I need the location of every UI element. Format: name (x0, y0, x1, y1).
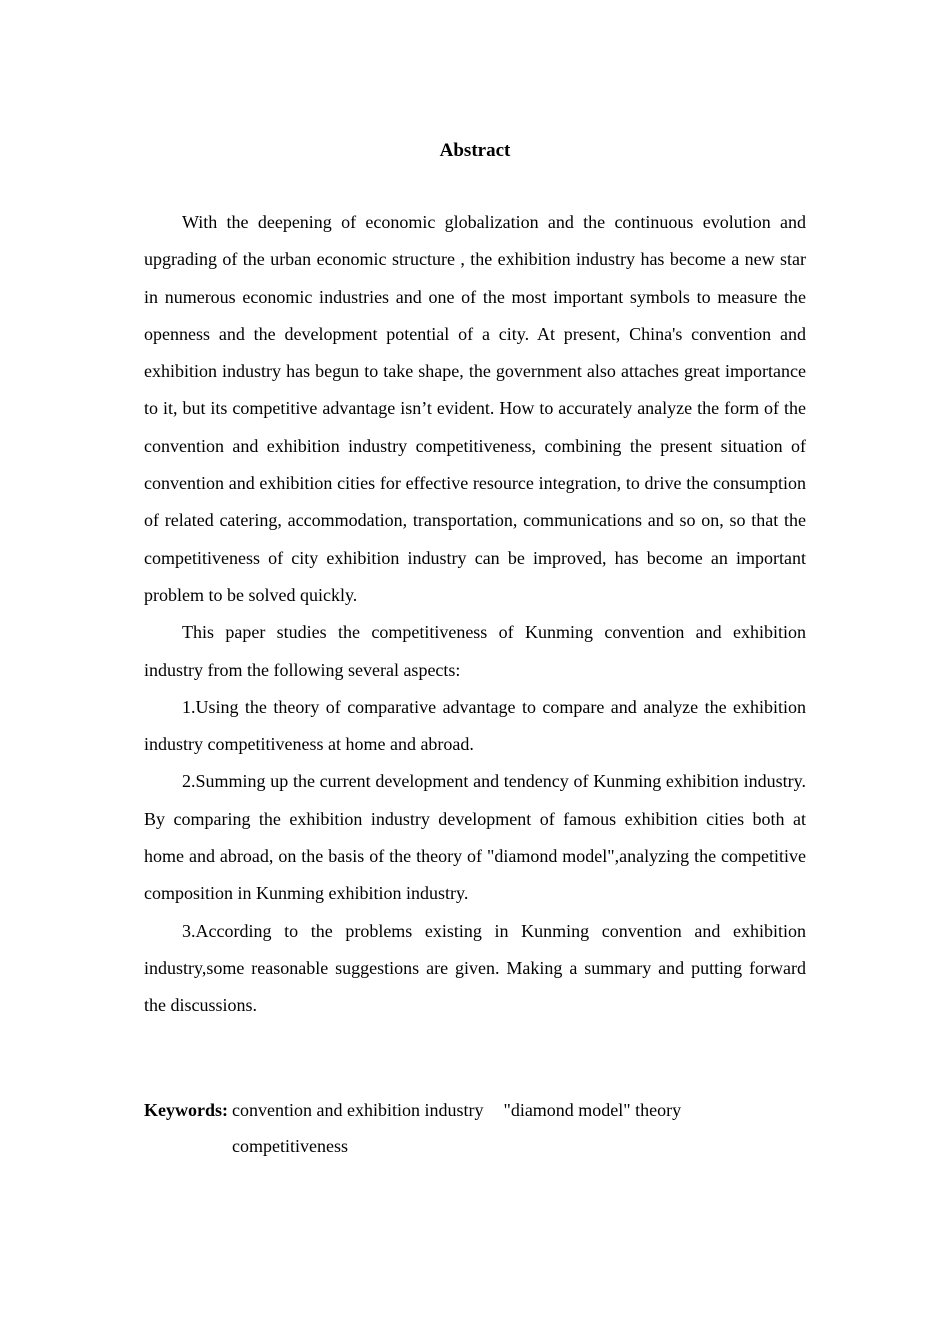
abstract-paragraph-5: 3.According to the problems existing in Kunming convention and exhibition industry,some reasonable suggestions are given. Making a summary and putting forward the discussions. (144, 920, 806, 1016)
abstract-paragraph-2: This paper studies the competitiveness of Kunming convention and exhibition industry from the following several aspects: (144, 622, 806, 680)
keywords-label: Keywords: (144, 1100, 228, 1120)
keywords-line-1 (232, 1092, 681, 1128)
keyword-item: "diamond model" theory (503, 1100, 682, 1120)
abstract-paragraph-4: 2.Summing up the current development and tendency of Kunming exhibition industry. By comparing the exhibition industry development of famous exhibition cities both at home and abroad, on the basis of the theory of "diamond model",analyzing the competitive composition in Kunming exhibition industry. (144, 771, 806, 904)
abstract-paragraph-1: With the deepening of economic globalization and the continuous evolution and upgrading of the urban economic structure , the exhibition industry has become a new star in numerous economic industries and one of the most important symbols to measure the openness and the development potential of a city. At present, China's convention and exhibition industry has begun to take shape, the government also attaches great importance to it, but its competitive advantage isn’t evident. How to accurately analyze the form of the convention and exhibition industry competitiveness, combining the present situation of convention and exhibition cities for effective resource integration, to drive the consumption of related catering, accommodation, transportation, communications and so on, so that the competitiveness of city exhibition industry can be improved, has become an important problem to be solved quickly. (144, 212, 806, 605)
keywords-list (228, 1092, 681, 1164)
keywords-section (144, 1092, 806, 1164)
keyword-item: convention and exhibition industry (232, 1100, 484, 1120)
abstract-title: Abstract (439, 140, 511, 161)
keyword-item: competitiveness (232, 1136, 348, 1156)
keywords-row (144, 1092, 806, 1164)
abstract-paragraph-3: 1.Using the theory of comparative advantage to compare and analyze the exhibition industry competitiveness at home and abroad. (144, 696, 806, 755)
keywords-line-2 (232, 1128, 681, 1164)
abstract-body (144, 204, 806, 1025)
